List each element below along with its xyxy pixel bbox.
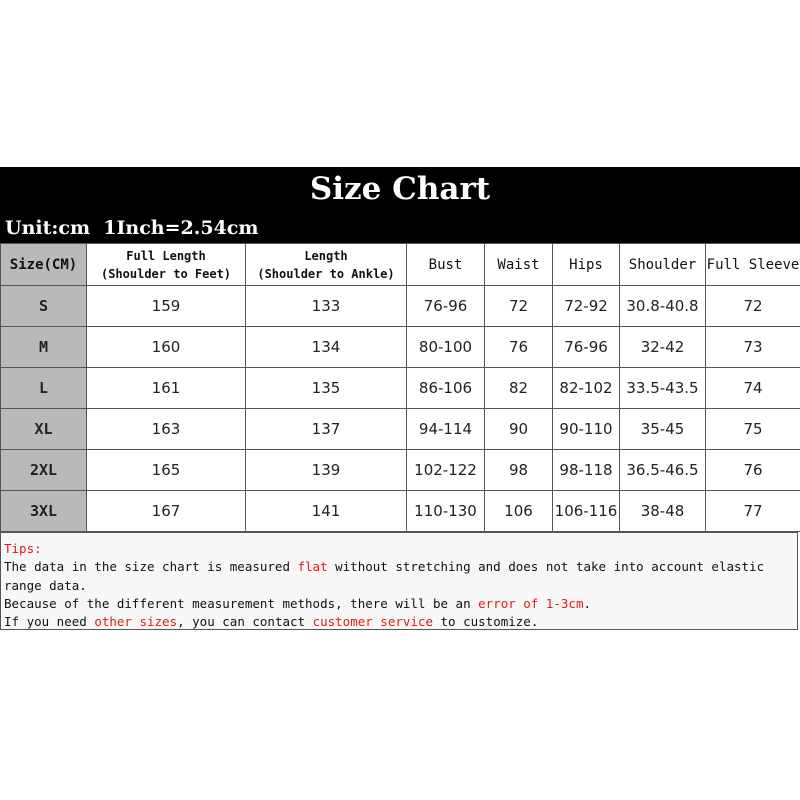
hips-cell: 106-116 <box>553 491 620 532</box>
table-row <box>1 491 800 532</box>
waist-cell: 72 <box>485 286 553 327</box>
shoulder-cell: 33.5-43.5 <box>620 368 706 409</box>
waist-cell: 76 <box>485 327 553 368</box>
chart-title: Size Chart <box>309 171 491 207</box>
waist-cell: 98 <box>485 450 553 491</box>
size-label: 3XL <box>1 491 87 532</box>
header-full-length-label: Full Length <box>126 248 206 263</box>
hips-cell: 98-118 <box>553 450 620 491</box>
hips-cell: 72-92 <box>553 286 620 327</box>
table-row <box>1 327 800 368</box>
full-length-cell: 165 <box>87 450 246 491</box>
tips-text: to customize. <box>433 614 539 630</box>
size-label: 2XL <box>1 450 87 491</box>
shoulder-cell: 38-48 <box>620 491 706 532</box>
full-length-cell: 163 <box>87 409 246 450</box>
shoulder-cell: 32-42 <box>620 327 706 368</box>
full-sleeve-cell: 76 <box>706 450 800 491</box>
bust-cell: 76-96 <box>407 286 485 327</box>
full-sleeve-cell: 74 <box>706 368 800 409</box>
length-cell: 139 <box>246 450 407 491</box>
full-sleeve-cell: 72 <box>706 286 800 327</box>
tips-text: If you need <box>4 614 95 630</box>
header-bust: Bust <box>407 244 485 286</box>
full-length-cell: 167 <box>87 491 246 532</box>
tips-text: , you can contact <box>177 614 313 630</box>
title-bar <box>0 167 800 243</box>
hips-cell: 82-102 <box>553 368 620 409</box>
header-size: Size(CM) <box>1 244 87 286</box>
length-cell: 135 <box>246 368 407 409</box>
tips-text: Because of the different measurement methods, there will be an <box>4 595 479 611</box>
unit-note: Unit:cm 1Inch=2.54cm <box>5 217 259 239</box>
hips-cell: 90-110 <box>553 409 620 450</box>
waist-cell: 90 <box>485 409 553 450</box>
full-length-cell: 161 <box>87 368 246 409</box>
shoulder-cell: 36.5-46.5 <box>620 450 706 491</box>
full-sleeve-cell: 75 <box>706 409 800 450</box>
waist-cell: 82 <box>485 368 553 409</box>
table-row <box>1 368 800 409</box>
shoulder-cell: 35-45 <box>620 409 706 450</box>
length-cell: 133 <box>246 286 407 327</box>
header-waist: Waist <box>485 244 553 286</box>
tips-box <box>0 532 798 630</box>
header-length <box>246 244 407 286</box>
bust-cell: 80-100 <box>407 327 485 368</box>
tips-text: . <box>583 595 592 611</box>
header-shoulder: Shoulder <box>620 244 706 286</box>
header-length-note: (Shoulder to Ankle) <box>257 266 395 281</box>
tips-line-custom <box>4 613 795 630</box>
size-label: L <box>1 368 87 409</box>
table-row <box>1 409 800 450</box>
table-row <box>1 286 800 327</box>
header-hips: Hips <box>553 244 620 286</box>
length-cell: 137 <box>246 409 407 450</box>
full-sleeve-cell: 77 <box>706 491 800 532</box>
bust-cell: 86-106 <box>407 368 485 409</box>
hips-cell: 76-96 <box>553 327 620 368</box>
bust-cell: 110-130 <box>407 491 485 532</box>
tips-highlight-flat: flat <box>297 559 328 575</box>
header-length-label: Length <box>304 248 348 263</box>
tips-highlight-other-sizes: other sizes <box>94 614 178 630</box>
tips-line-error <box>4 595 795 613</box>
header-full-length <box>87 244 246 286</box>
size-label: M <box>1 327 87 368</box>
header-row <box>1 244 800 286</box>
bust-cell: 102-122 <box>407 450 485 491</box>
tips-line-flat <box>4 558 795 595</box>
tips-label: Tips: <box>4 541 42 556</box>
table-row <box>1 450 800 491</box>
full-sleeve-cell: 73 <box>706 327 800 368</box>
full-length-cell: 160 <box>87 327 246 368</box>
tips-highlight-error: error of 1-3cm <box>478 595 584 611</box>
bust-cell: 94-114 <box>407 409 485 450</box>
tips-text: The data in the size chart is measured <box>4 559 298 575</box>
size-label: XL <box>1 409 87 450</box>
header-full-length-note: (Shoulder to Feet) <box>100 266 232 281</box>
shoulder-cell: 30.8-40.8 <box>620 286 706 327</box>
full-length-cell: 159 <box>87 286 246 327</box>
tips-text: without stretching and does not take into account elastic range data. <box>4 559 765 593</box>
size-table <box>0 243 800 532</box>
tips-highlight-customer-service: customer service <box>312 614 433 630</box>
header-full-sleeve: Full Sleeve <box>706 244 800 286</box>
length-cell: 141 <box>246 491 407 532</box>
size-label: S <box>1 286 87 327</box>
waist-cell: 106 <box>485 491 553 532</box>
length-cell: 134 <box>246 327 407 368</box>
size-chart <box>0 167 800 633</box>
